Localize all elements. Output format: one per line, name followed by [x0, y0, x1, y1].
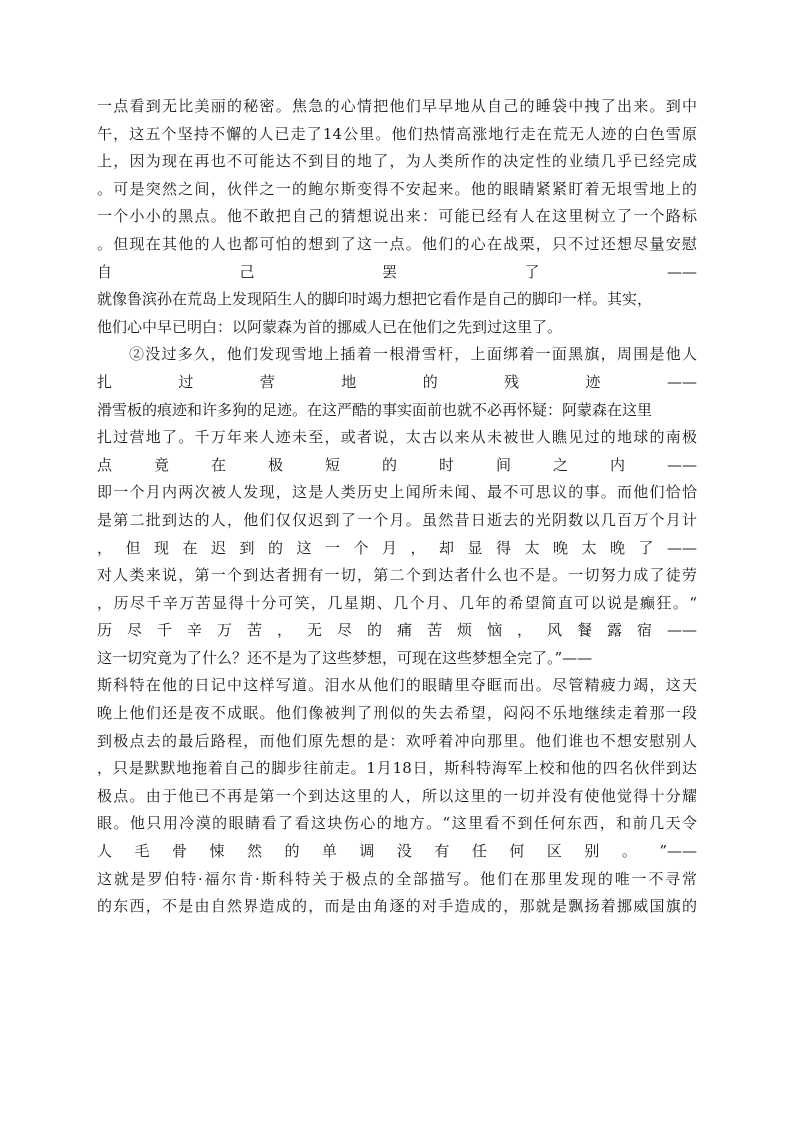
text-line: 一个小小的黑点。他不敢把自己的猜想说出来：可能已经有人在这里树立了一个路标: [97, 207, 697, 226]
text-line: 上，因为现在再也不可能达不到目的地了，为人类所作的决定性的业绩几乎已经完成: [97, 152, 697, 171]
text-line: ②没过多久，他们发现雪地上插着一根滑雪杆，上面绑着一面黑旗，周围是他人: [129, 345, 697, 364]
text-line: ， 但 现 在 迟 到 的 这 一 个 月 ， 却 显 得 太 晚 太 晚 了 ——: [97, 538, 697, 557]
text-line: 斯科特在他的日记中这样写道。泪水从他们的眼睛里夺眶而出。尽管精疲力竭，这天: [97, 676, 697, 695]
text-line: 是第二批到达的人，他们仅仅迟到了一个月。虽然昔日逝去的光阴数以几百万个月计: [97, 510, 697, 529]
text-line: 扎 过 营 地 的 残 迹 ——: [97, 372, 697, 391]
text-line: 这一切究竟为了什么？还不是为了这些梦想，可现在这些梦想全完了。”——: [97, 648, 593, 667]
text-line: ，历尽千辛万苦显得十分可笑，几星期、几个月、几年的希望简直可以说是癫狂。“: [97, 593, 697, 612]
text-line: 即一个月内两次被人发现，这是人类历史上闻所未闻、最不可思议的事。而他们恰恰: [97, 483, 697, 502]
text-line: 历 尽 千 辛 万 苦 ， 无 尽 的 痛 苦 烦 恼 ， 风 餐 露 宿 ——: [97, 621, 697, 640]
text-line: 到极点去的最后路程，而他们原先想的是：欢呼着冲向那里。他们谁也不想安慰别人: [97, 731, 697, 750]
text-line: 晚上他们还是夜不成眠。他们像被判了刑似的失去希望，闷闷不乐地继续走着那一段: [97, 704, 697, 723]
text-line: 。但现在其他的人也都可怕的想到了这一点。他们的心在战栗，只不过还想尽量安慰: [97, 234, 697, 253]
text-line: 他们心中早已明白：以阿蒙森为首的挪威人已在他们之先到过这里了。: [97, 317, 563, 336]
text-line: 人 毛 骨 悚 然 的 单 调 没 有 任 何 区 别 。 ”——: [97, 842, 697, 861]
text-line: 极点。由于他已不再是第一个到达这里的人，所以这里的一切并没有使他觉得十分耀: [97, 786, 697, 805]
text-line: 自 己 罢 了 ——: [97, 262, 697, 281]
text-line: 点 竟 在 极 短 的 时 间 之 内 ——: [97, 455, 697, 474]
text-line: 一点看到无比美丽的秘密。焦急的心情把他们早早地从自己的睡袋中拽了出来。到中: [97, 97, 697, 115]
text-line: 这就是罗伯特·福尔肯·斯科特关于极点的全部描写。他们在那里发现的唯一不寻常: [97, 869, 697, 888]
text-line: 午，这五个坚持不懈的人已走了14公里。他们热情高涨地行走在荒无人迹的白色雪原: [97, 124, 697, 143]
text-line: 对人类来说，第一个到达者拥有一切，第二个到达者什么也不是。一切努力成了徒劳: [97, 566, 697, 585]
text-line: 眼。他只用冷漠的眼睛看了看这块伤心的地方。“这里看不到任何东西，和前几天令: [97, 814, 697, 833]
text-line: 扎过营地了。千万年来人迹未至，或者说，太古以来从未被世人瞧见过的地球的南极: [97, 428, 697, 447]
text-line: 就像鲁滨孙在荒岛上发现陌生人的脚印时竭力想把它看作是自己的脚印一样。其实，: [97, 290, 653, 309]
article-body: [97, 93, 697, 921]
text-line: 滑雪板的痕迹和许多狗的足迹。在这严酷的事实面前也就不必再怀疑：阿蒙森在这里: [97, 400, 653, 419]
text-line: 。可是突然之间，伙伴之一的鲍尔斯变得不安起来。他的眼睛紧紧盯着无垠雪地上的: [97, 179, 697, 198]
text-line: ，只是默默地拖着自己的脚步往前走。1月18日，斯科特海军上校和他的四名伙伴到达: [97, 759, 697, 778]
text-line: 的东西，不是由自然界造成的，而是由角逐的对手造成的，那就是飘扬着挪威国旗的: [97, 897, 697, 916]
